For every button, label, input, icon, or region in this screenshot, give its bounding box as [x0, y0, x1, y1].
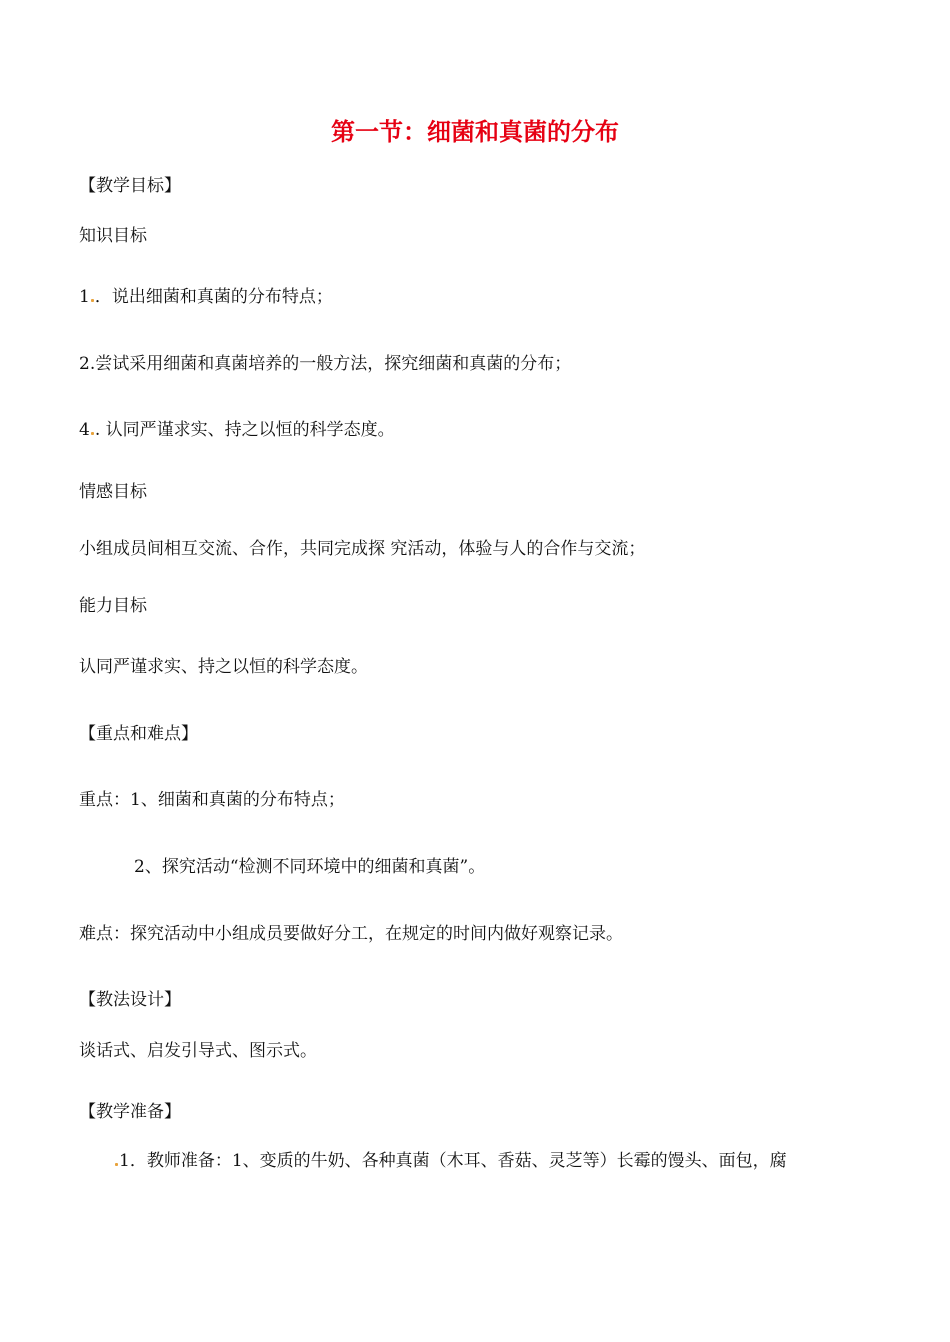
teaching-method-text: 谈话式、启发引导式、图示式。: [79, 1041, 317, 1061]
preparation-item-1: [114, 1149, 787, 1173]
ability-goal-text: 认同严谨求实、持之以恒的科学态度。: [79, 657, 368, 677]
subheading-emotional-goals: 情感目标: [79, 482, 147, 502]
section-heading-key-points: 【重点和难点】: [79, 724, 198, 744]
knowledge-goal-4-number: 4: [79, 420, 90, 440]
knowledge-goal-2: 2.尝试采用细菌和真菌培养的一般方法，探究细菌和真菌的分布；: [79, 354, 572, 374]
knowledge-goal-1-number: 1: [79, 287, 90, 307]
page-title: 第一节：细菌和真菌的分布: [331, 118, 619, 146]
key-point-2: 2、探究活动“检测不同环境中的细菌和真菌”。: [134, 857, 486, 877]
knowledge-goal-1-text: ．说出细菌和真菌的分布特点；: [94, 287, 333, 307]
marker-dot-icon: [91, 299, 94, 302]
difficulty-text: 难点：探究活动中小组成员要做好分工，在规定的时间内做好观察记录。: [79, 924, 623, 944]
emotional-goal-text: 小组成员间相互交流、合作，共同完成探 究活动，体验与人的合作与交流；: [79, 539, 646, 559]
knowledge-goal-4: [79, 418, 395, 442]
section-heading-teaching-preparation: 【教学准备】: [79, 1102, 181, 1122]
knowledge-goal-4-text: . 认同严谨求实、持之以恒的科学态度。: [94, 420, 395, 440]
key-point-1: 重点：1、细菌和真菌的分布特点；: [79, 790, 345, 810]
subheading-ability-goals: 能力目标: [79, 596, 147, 616]
marker-dot-icon: [91, 432, 94, 435]
preparation-item-1-text: 1．教师准备：1、变质的牛奶、各种真菌（木耳、香菇、灵芝等）长霉的馒头、面包，腐: [119, 1151, 787, 1171]
marker-dot-icon: [115, 1163, 118, 1166]
section-heading-teaching-method: 【教法设计】: [79, 990, 181, 1010]
knowledge-goal-1: [79, 285, 333, 309]
section-heading-teaching-goals: 【教学目标】: [79, 176, 181, 196]
subheading-knowledge-goals: 知识目标: [79, 226, 147, 246]
